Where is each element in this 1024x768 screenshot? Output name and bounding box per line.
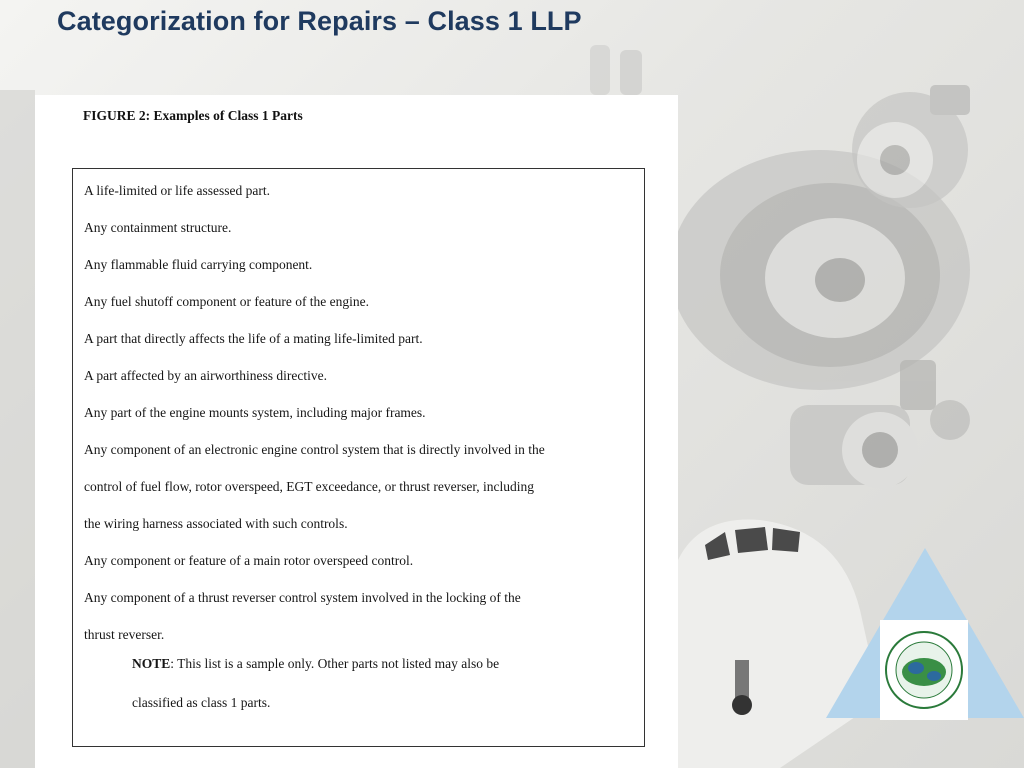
list-item: A part affected by an airworthiness directive. [84,368,328,383]
slide-title: Categorization for Repairs – Class 1 LLP [57,6,582,36]
parts-list [84,172,639,653]
note-line-2: classified as class 1 parts. [132,695,271,710]
figure-panel [35,95,678,768]
parts-list-box [72,168,645,747]
list-item: Any component of a thrust reverser control system involved in the locking of the [84,590,521,605]
note-label: NOTE [132,656,171,671]
airplane-icon [678,520,880,768]
list-item: Any part of the engine mounts system, including major frames. [84,405,426,420]
organization-logo [880,620,968,720]
list-item: thrust reverser. [84,627,165,642]
list-item: Any containment structure. [84,220,232,235]
list-item: A part that directly affects the life of a mating life-limited part. [84,331,423,346]
list-item: the wiring harness associated with such controls. [84,516,348,531]
note-line-1 [132,656,499,672]
list-item: Any flammable fluid carrying component. [84,257,313,272]
list-item: A life-limited or life assessed part. [84,183,270,198]
list-item: Any component of an electronic engine control system that is directly involved in the [84,442,545,457]
organization-logo-icon [880,620,968,720]
figure-caption: FIGURE 2: Examples of Class 1 Parts [83,108,303,123]
note-text-1: : This list is a sample only. Other parts not listed may also be [170,656,500,671]
list-item: control of fuel flow, rotor overspeed, EGT exceedance, or thrust reverser, including [84,479,535,494]
list-item: Any component or feature of a main rotor overspeed control. [84,553,414,568]
list-item: Any fuel shutoff component or feature of the engine. [84,294,370,309]
